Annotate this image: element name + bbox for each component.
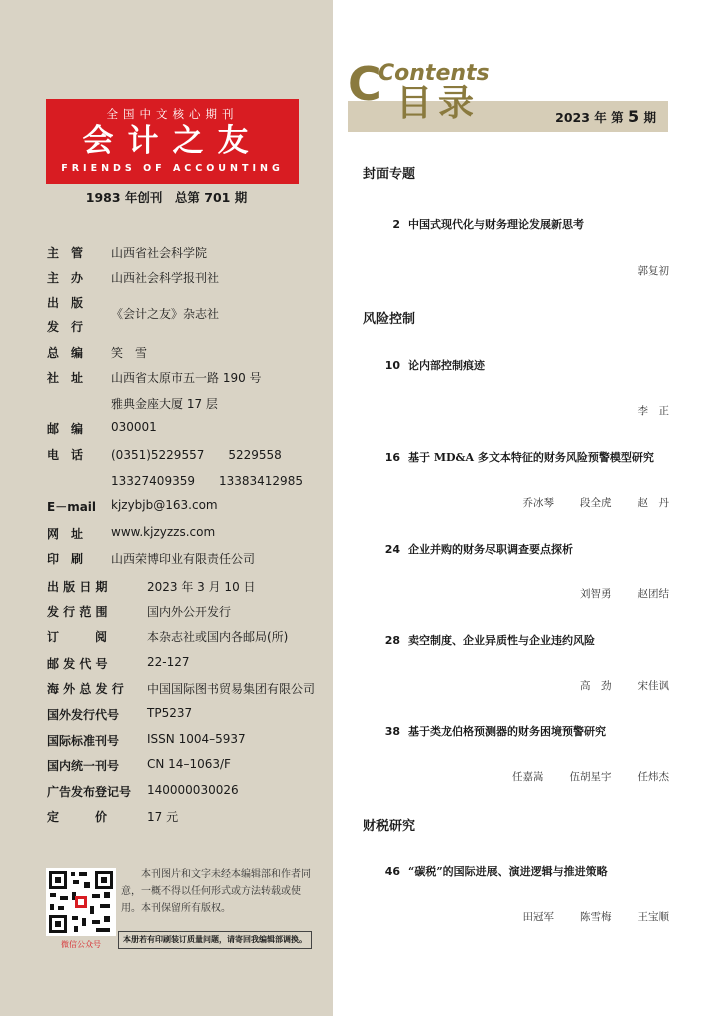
print-quality-notice: 本册若有印刷装订质量问题，请寄回我编辑部调换。 — [118, 931, 312, 949]
copyright-notice: 本刊图片和文字未经本编辑部和作者同意，一概不得以任何形式或方法转载或使用。本刊保留所有版权。 — [121, 869, 311, 914]
info-value: 山西省社会科学院 — [111, 246, 208, 260]
info-value: 本杂志社或国内各邮局(所) — [147, 630, 289, 644]
article-title-text: 卖空制度、企业异质性与企业违约风险 — [408, 634, 595, 647]
article-page: 24 — [384, 543, 400, 556]
author: 王宝顺 — [637, 911, 669, 923]
author: 高 劲 — [580, 680, 612, 692]
article-page: 28 — [384, 634, 400, 647]
info-value: 030001 — [111, 420, 157, 434]
info-label: 出 版 日 期 — [47, 580, 108, 594]
masthead-top-line: 全国中文核心期刊 — [106, 107, 239, 121]
info-label: 社 址 — [47, 371, 84, 385]
article-page: 46 — [384, 865, 400, 878]
author: 伍胡星宇 — [569, 771, 612, 783]
author: 赵 丹 — [637, 497, 669, 509]
left-sidebar — [0, 0, 333, 1016]
article-title[interactable] — [378, 449, 688, 465]
author: 郭复初 — [637, 265, 669, 277]
article-title-text: 基于 MD&A 多文本特征的财务风险预警模型研究 — [408, 451, 654, 464]
section-heading: 风险控制 — [363, 312, 416, 327]
info-value: CN 14–1063/F — [147, 757, 231, 771]
article-title-text: 论内部控制痕迹 — [408, 359, 485, 372]
journal-title: 会计之友 — [82, 123, 263, 159]
section-heading: 封面专题 — [363, 167, 416, 182]
info-label: 国际标准刊号 — [47, 734, 120, 748]
article-authors — [497, 909, 670, 924]
info-label: 出 版 — [47, 296, 84, 310]
info-value: 雅典金座大厦 17 层 — [111, 397, 218, 411]
founding-info: 1983 年创刊 总第 701 期 — [85, 190, 248, 205]
article-page: 38 — [384, 725, 400, 738]
info-label: 邮 发 代 号 — [47, 657, 108, 671]
article-title[interactable] — [378, 216, 688, 232]
info-label: 印 刷 — [47, 552, 84, 566]
article-authors — [554, 586, 669, 601]
qr-caption: 微信公众号 — [61, 940, 101, 949]
author: 任嘉嵩 — [512, 771, 544, 783]
author: 田冠军 — [522, 911, 554, 923]
article-authors — [486, 769, 669, 784]
issue-prefix: 2023 年 第 — [555, 110, 624, 125]
info-label: 电 话 — [47, 448, 84, 462]
article-authors — [554, 678, 669, 693]
article-title-text: 中国式现代化与财务理论发展新思考 — [408, 218, 584, 231]
qr-code[interactable] — [46, 868, 116, 936]
info-label: 网 址 — [47, 527, 84, 541]
article-page: 16 — [384, 451, 400, 464]
info-value: 山西荣博印业有限责任公司 — [111, 552, 256, 566]
toc-title: 目录 — [396, 83, 481, 124]
info-value: 国内外公开发行 — [147, 605, 232, 619]
info-value: 2023 年 3 月 10 日 — [147, 580, 256, 594]
article-page: 2 — [392, 218, 400, 231]
article-title[interactable] — [378, 541, 688, 557]
info-value: www.kjzyzzs.com — [111, 525, 216, 539]
contents-letter-c: C — [348, 58, 382, 108]
author: 乔冰琴 — [522, 497, 554, 509]
info-value: 《会计之友》杂志社 — [111, 307, 220, 321]
author: 李 正 — [637, 405, 669, 417]
author: 段全虎 — [580, 497, 612, 509]
article-authors — [497, 495, 670, 510]
info-value: 山西省太原市五一路 190 号 — [111, 371, 262, 385]
issue-label — [555, 107, 656, 126]
info-label: 发 行 — [47, 320, 84, 334]
author: 刘智勇 — [580, 588, 612, 600]
article-title-text: 基于类龙伯格预测器的财务困境预警研究 — [408, 725, 606, 738]
author: 陈雪梅 — [580, 911, 612, 923]
info-label: 国外发行代号 — [47, 708, 120, 722]
info-value: 山西社会科学报刊社 — [111, 271, 220, 285]
article-title-text: 企业并购的财务尽职调查要点探析 — [408, 543, 573, 556]
info-value: (0351)5229557 5229558 — [111, 448, 282, 462]
journal-english-title: FRIENDS OF ACCOUNTING — [61, 163, 284, 174]
masthead — [46, 99, 299, 184]
info-label: 主 办 — [47, 271, 84, 285]
info-label: 邮 编 — [47, 422, 84, 436]
info-label: 订 阅 — [47, 630, 108, 644]
info-value: 笑 雪 — [111, 346, 148, 360]
info-value: 中国国际图书贸易集团有限公司 — [147, 682, 316, 696]
section-heading: 财税研究 — [363, 819, 416, 834]
article-page: 10 — [384, 359, 400, 372]
article-authors — [612, 403, 670, 418]
author: 任炜杰 — [637, 771, 669, 783]
issue-number: 5 — [627, 107, 640, 126]
author: 赵团结 — [637, 588, 669, 600]
article-title-text: “碳税”的国际进展、演进逻辑与推进策略 — [408, 865, 608, 878]
article-title[interactable] — [378, 357, 688, 373]
article-title[interactable] — [378, 723, 688, 739]
info-value: 13327409359 13383412985 — [111, 474, 303, 488]
info-label: 国内统一刊号 — [47, 759, 120, 773]
author: 宋佳讽 — [637, 680, 669, 692]
article-authors — [612, 263, 670, 278]
info-value: 22-127 — [147, 655, 190, 669]
info-value: 140000030026 — [147, 783, 239, 797]
info-value: 17 元 — [147, 810, 179, 824]
info-value: TP5237 — [147, 706, 193, 720]
info-label: 发 行 范 围 — [47, 605, 108, 619]
contents-word-text: Contents — [378, 61, 490, 86]
info-label: 海 外 总 发 行 — [47, 682, 124, 696]
info-value: kjzybjb@163.com — [111, 498, 218, 512]
info-label: 广告发布登记号 — [47, 785, 132, 799]
article-title[interactable] — [378, 632, 688, 648]
info-value: ISSN 1004–5937 — [147, 732, 246, 746]
article-title[interactable] — [378, 863, 688, 879]
info-label: E－mail — [47, 500, 97, 514]
issue-suffix: 期 — [643, 110, 656, 125]
info-label: 主 管 — [47, 246, 84, 260]
info-label: 定 价 — [47, 810, 108, 824]
qr-code-graphic — [46, 868, 116, 936]
info-label: 总 编 — [47, 346, 84, 360]
